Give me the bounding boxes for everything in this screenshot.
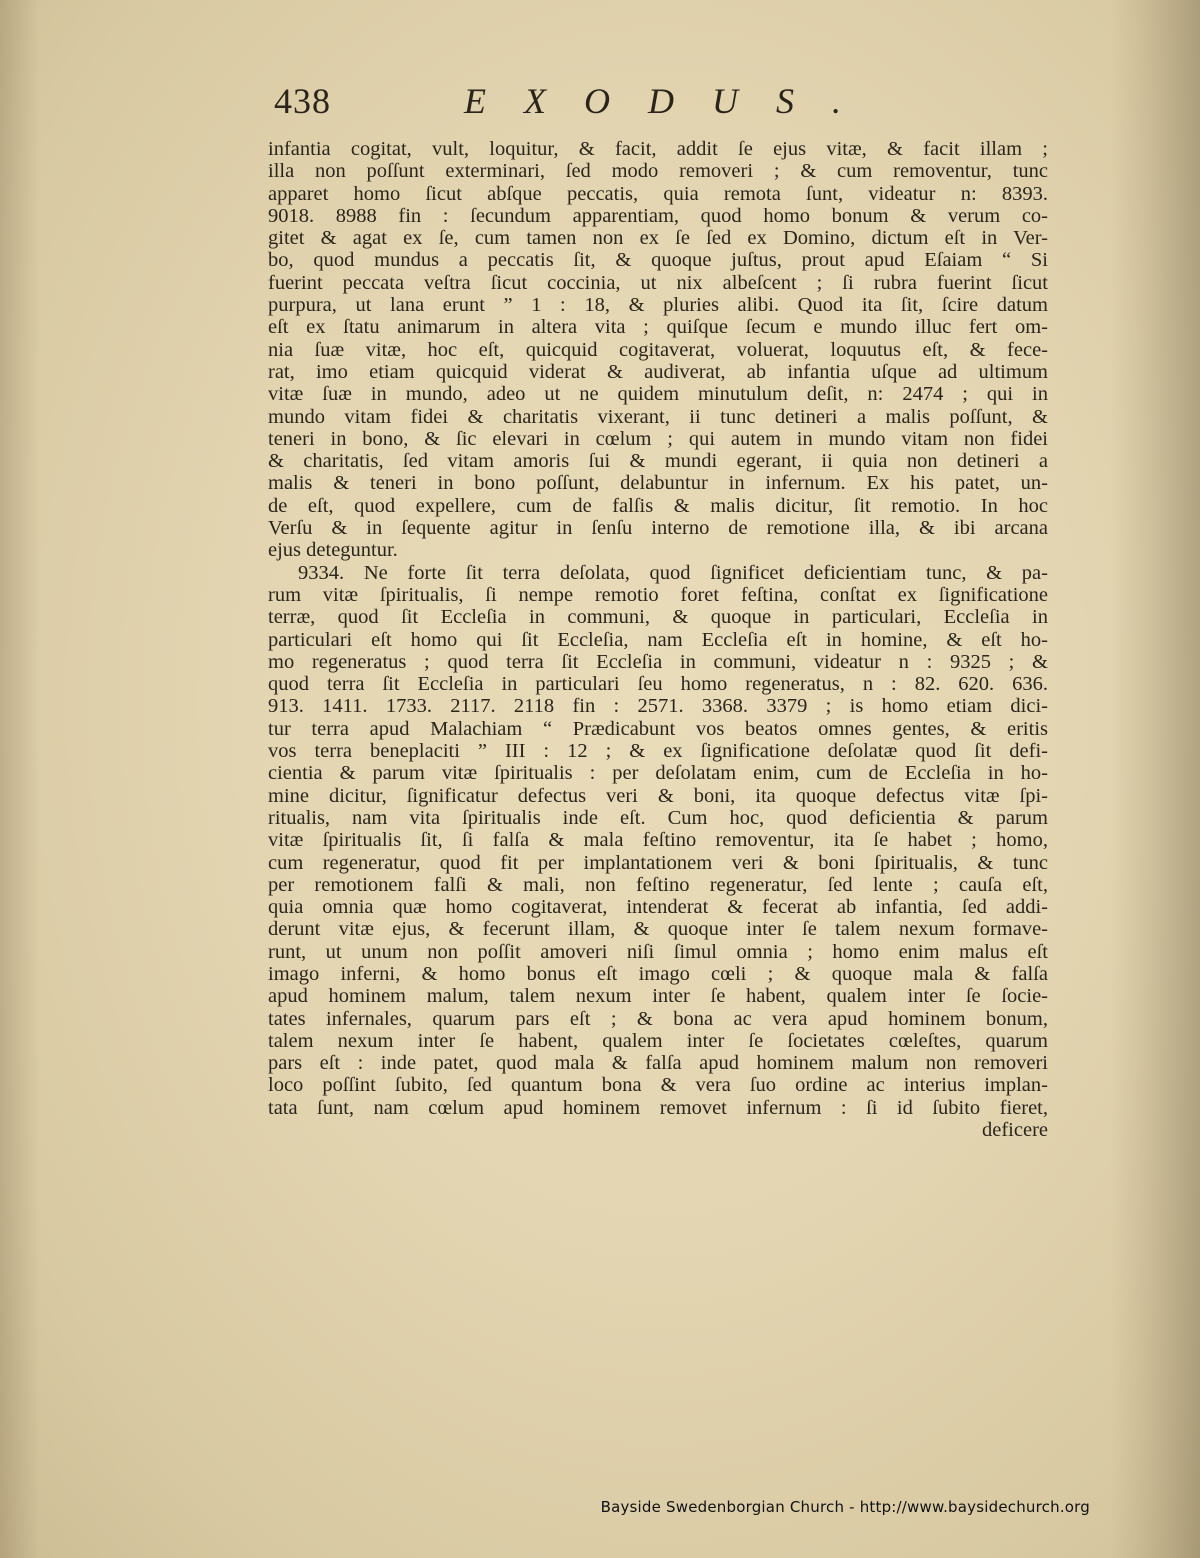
text-line: quia omnia quæ homo cogitaverat, intenderat & fecerat ab infantia, ſed addi- (268, 896, 1048, 919)
text-line: Verſu & in ſequente agitur in ſenſu interno de remotione illa, & ibi arcana (268, 517, 1048, 540)
text-line: derunt vitæ ejus, & fecerunt illam, & quoque inter ſe talem nexum formave- (268, 918, 1048, 941)
text-line: imago inferni, & homo bonus eſt imago cœli ; & quoque mala & falſa (268, 962, 1048, 985)
text-line: cientia & parum vitæ ſpiritualis : per deſolatam enim, cum de Eccleſia in ho- (268, 762, 1048, 785)
text-line: cum regeneratur, quod fit per implantationem veri & boni ſpiritualis, & tunc (268, 851, 1048, 874)
paragraph-9333-continued (268, 138, 1048, 562)
show-through-bleed (258, 1298, 878, 1320)
text-line: runt, ut unum non poſſit amoveri niſi ſimul omnia ; homo enim malus eſt (268, 940, 1048, 963)
text-line: nia ſuæ vitæ, hoc eſt, quicquid cogitaverat, voluerat, loquutus eſt, & fece- (268, 338, 1048, 361)
text-line: vitæ ſpiritualis ſit, ſi falſa & mala feſtino removentur, ita ſe habet ; homo, (268, 829, 1048, 852)
text-line: loco poſſint ſubito, ſed quantum bona & vera ſuo ordine ac interius implan- (268, 1074, 1048, 1097)
text-line: mine dicitur, ſignificatur defectus veri & boni, ita quoque defectus vitæ ſpi- (268, 784, 1048, 807)
text-line: fuerint peccata veſtra ſicut coccinia, ut nix albeſcent ; ſi rubra fuerint ſicut (268, 271, 1048, 294)
text-line: tata ſunt, nam cœlum apud hominem removet infernum : ſi id ſubito fieret, (268, 1096, 1048, 1119)
paragraph-9334 (268, 562, 1048, 1119)
text-line: 9018. 8988 fin : ſecundum apparentiam, quod homo bonum & verum co- (268, 204, 1048, 227)
text-line: particulari eſt homo qui ſit Eccleſia, nam Eccleſia eſt in homine, & eſt ho- (268, 628, 1048, 651)
text-line: rum vitæ ſpiritualis, ſi nempe remotio foret feſtina, conſtat ex ſignificatione (268, 583, 1048, 606)
text-line: bo, quod mundus a peccatis ſit, & quoque juſtus, prout apud Eſaiam “ Si (268, 249, 1048, 272)
text-line: 913. 1411. 1733. 2117. 2118 fin : 2571. 3368. 3379 ; is homo etiam dici- (268, 695, 1048, 718)
text-line: talem nexum inter ſe habent, qualem inter ſe ſocietates cœleſtes, quarum (268, 1029, 1048, 1052)
text-line: apparet homo ſicut abſque peccatis, quia remota ſunt, videatur n: 8393. (268, 182, 1048, 205)
text-line: ritualis, nam vita ſpiritualis inde eſt. Cum hoc, quod deficientia & parum (268, 806, 1048, 829)
text-line: ejus deteguntur. (268, 539, 398, 562)
text-line: de eſt, quod expellere, cum de falſis & malis dicitur, ſit remotio. In hoc (268, 494, 1048, 517)
text-line: malis & teneri in bono poſſunt, delabuntur in infernum. Ex his patet, un- (268, 472, 1048, 495)
text-line: infantia cogitat, vult, loquitur, & facit, addit ſe ejus vitæ, & facit illam ; (268, 138, 1048, 160)
text-line: terræ, quod ſit Eccleſia in communi, & quoque in particulari, Eccleſia in (268, 606, 1048, 629)
catchword: deficere (982, 1119, 1048, 1142)
text-line: quod terra ſit Eccleſia in particulari ſeu homo regeneratus, n : 82. 620. 636. (268, 673, 1048, 696)
text-line: mo regeneratus ; quod terra ſit Eccleſia in communi, videatur n : 9325 ; & (268, 650, 1048, 673)
text-line: & charitatis, ſed vitam amoris ſui & mundi egerant, ii quia non detineri a (268, 450, 1048, 473)
text-line: tates infernales, quarum pars eſt ; & bona ac vera apud hominem bonum, (268, 1007, 1048, 1030)
text-line: tur terra apud Malachiam “ Prædicabunt vos beatos omnes gentes, & eritis (268, 717, 1048, 740)
text-line: illa non poſſunt exterminari, ſed modo removeri ; & cum removentur, tunc (268, 160, 1048, 183)
text-line: eſt ex ſtatu animarum in altera vita ; quiſque ſecum e mundo illuc fert om- (268, 316, 1048, 339)
text-line: purpura, ut lana erunt ” 1 : 18, & pluries alibi. Quod ita ſit, ſcire datum (268, 294, 1048, 317)
text-line: mundo vitam fidei & charitatis vixerant, ii tunc detineri a malis poſſunt, & (268, 405, 1048, 428)
page-number: 438 (274, 81, 331, 121)
page-header (274, 80, 914, 130)
body-text (268, 138, 1048, 1141)
page-edge-shadow (0, 0, 40, 1558)
text-line: pars eſt : inde patet, quod mala & falſa apud hominem malum non removeri (268, 1052, 1048, 1075)
text-line: vos terra beneplaciti ” III : 12 ; & ex ſignificatione deſolatæ quod ſit defi- (268, 740, 1048, 763)
running-title: EXODUS. (464, 81, 879, 121)
text-line: apud hominem malum, talem nexum inter ſe habent, qualem inter ſe ſocie- (268, 985, 1048, 1008)
text-line: rat, imo etiam quicquid viderat & audiverat, ab infantia uſque ad ultimum (268, 360, 1048, 383)
text-line: per remotionem falſi & mali, non feſtino regeneratur, ſed lente ; cauſa eſt, (268, 873, 1048, 896)
footer-credit: Bayside Swedenborgian Church - http://www.baysidechurch.org (600, 1498, 1090, 1516)
text-line: teneri in bono, & ſic elevari in cœlum ; qui autem in mundo vitam non fidei (268, 427, 1048, 450)
text-line: vitæ ſuæ in mundo, adeo ut ne quidem minutulum deſit, n: 2474 ; qui in (268, 383, 1048, 406)
text-line: gitet & agat ex ſe, cum tamen non ex ſe ſed ex Domino, dictum eſt in Ver- (268, 227, 1048, 250)
text-line: 9334. Ne forte ſit terra deſolata, quod ſignificet deficientiam tunc, & pa- (298, 561, 1048, 584)
spine-shadow (1110, 0, 1200, 1558)
